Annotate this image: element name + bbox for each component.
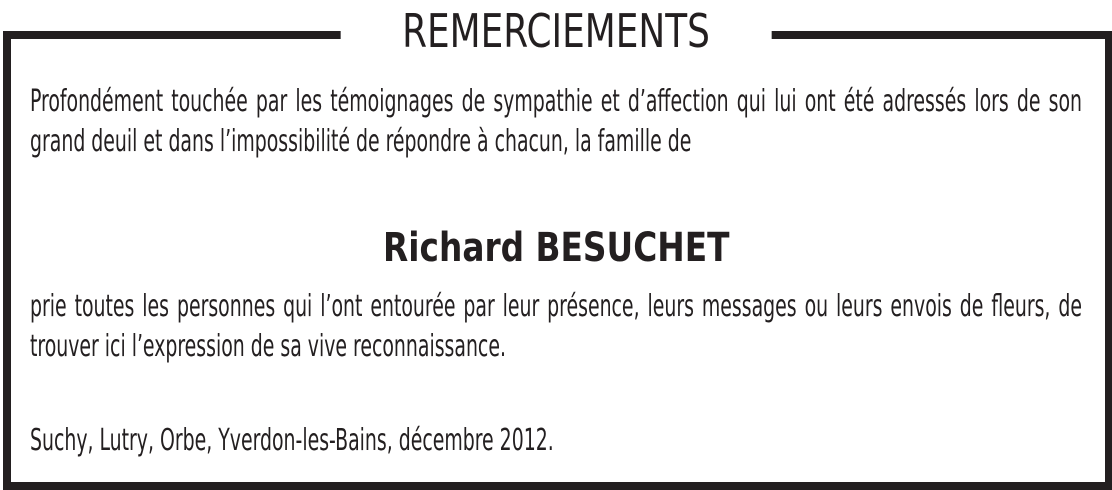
- place-date-line: [30, 421, 1082, 461]
- closing-text: prie toutes les personnes qui l’ont entourée par leur présence, leurs messages ou leurs envois de fleurs, de trouver ici l’expression de sa vive reconnaissance.: [30, 289, 1082, 364]
- notice-title: [341, 0, 772, 62]
- place-date-text: Suchy, Lutry, Orbe, Yverdon-les-Bains, décembre 2012.: [30, 423, 554, 458]
- notice-title-text: REMERCIEMENTS: [402, 4, 710, 58]
- closing-paragraph: [30, 287, 1082, 367]
- intro-text: Profondément touchée par les témoignages de sympathie et d’affection qui lui ont été adressés lors de son grand deuil et dans l’impossibilité de répondre à chacun, la famille de: [30, 84, 1082, 159]
- deceased-name-text: Richard BESUCHET: [382, 225, 730, 271]
- deceased-name: [0, 220, 1112, 276]
- intro-paragraph: [30, 82, 1082, 162]
